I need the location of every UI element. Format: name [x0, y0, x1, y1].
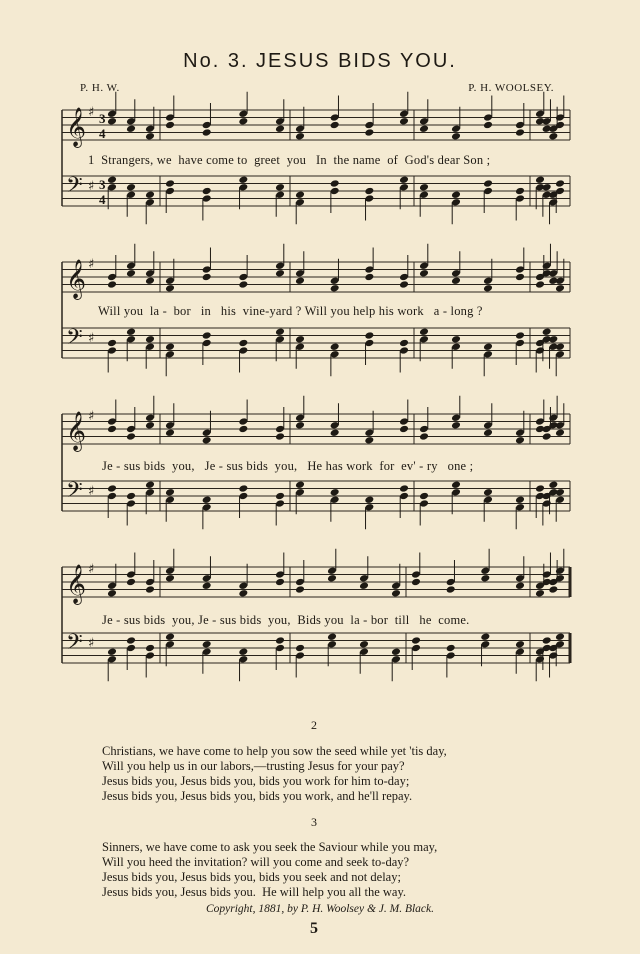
note-head	[165, 179, 175, 188]
note-head	[555, 179, 565, 188]
note-head	[145, 335, 155, 344]
note-head	[548, 132, 558, 141]
page-number: 5	[310, 920, 318, 937]
note-head	[126, 124, 136, 133]
note-head	[107, 280, 117, 289]
note-head	[483, 284, 493, 293]
note-head	[238, 175, 248, 184]
bass-clef: 𝄢	[66, 630, 83, 660]
sharp-sign: ♯	[88, 331, 95, 346]
note-head	[107, 117, 117, 126]
note-head	[202, 436, 212, 445]
time-signature: 4	[99, 126, 106, 141]
note-head	[107, 339, 117, 348]
note-head	[446, 585, 456, 594]
time-signature: 3	[99, 111, 106, 126]
note-head	[391, 589, 401, 598]
note-head	[399, 484, 409, 493]
sharp-sign: ♯	[88, 484, 95, 499]
note-head	[515, 331, 525, 340]
note-head	[238, 339, 248, 348]
lyric-line-4: Je - sus bids you, Je - sus bids you, Bids you la - bor till he come.	[102, 613, 470, 627]
note-head	[542, 432, 552, 441]
note-head	[126, 636, 136, 645]
note-head	[126, 269, 136, 278]
note-head	[399, 339, 409, 348]
note-head	[419, 327, 429, 336]
note-head	[126, 327, 136, 336]
note-head	[542, 636, 552, 645]
verse-line: Will you help us in our labors,—trusting Jesus for your pay?	[102, 759, 405, 773]
copyright-notice: Copyright, 1881, by P. H. Woolsey & J. M. Black.	[205, 903, 435, 915]
note-head	[419, 432, 429, 441]
note-head	[202, 128, 212, 137]
note-head	[411, 578, 421, 587]
note-head	[145, 585, 155, 594]
verse-line: Jesus bids you, Jesus bids you, bids you seek and not delay;	[102, 870, 401, 884]
note-head	[165, 574, 175, 583]
bass-clef: 𝄢	[66, 173, 83, 203]
note-head	[238, 280, 248, 289]
note-head	[202, 331, 212, 340]
note-head	[295, 132, 305, 141]
note-head	[145, 644, 155, 653]
note-head	[145, 132, 155, 141]
note-head	[451, 480, 461, 489]
note-head	[202, 640, 212, 649]
note-head	[327, 574, 337, 583]
note-head	[515, 273, 525, 282]
note-head	[399, 117, 409, 126]
note-head	[275, 492, 285, 501]
note-head	[451, 132, 461, 141]
note-head	[238, 117, 248, 126]
note-head	[555, 428, 565, 437]
note-head	[480, 574, 490, 583]
verse-line: Christians, we have come to help you sow the seed while yet 'tis day,	[102, 744, 447, 758]
note-head	[165, 428, 175, 437]
note-head	[419, 492, 429, 501]
sharp-sign: ♯	[88, 179, 95, 194]
note-head	[330, 428, 340, 437]
note-head	[451, 276, 461, 285]
lyric-line-2: Will you la - bor in his vine-yard ? Will you help his work a - long ?	[98, 304, 483, 318]
note-head	[419, 183, 429, 192]
note-head	[275, 327, 285, 336]
note-head	[145, 190, 155, 199]
note-head	[107, 175, 117, 184]
note-head	[535, 589, 545, 598]
note-head	[451, 335, 461, 344]
note-head	[399, 280, 409, 289]
sharp-sign: ♯	[88, 562, 95, 577]
treble-clef: 𝄞	[66, 564, 87, 604]
sharp-sign: ♯	[88, 636, 95, 651]
note-head	[295, 421, 305, 430]
note-head	[330, 121, 340, 130]
note-head	[295, 190, 305, 199]
note-head	[515, 187, 525, 196]
note-head	[330, 284, 340, 293]
note-head	[399, 425, 409, 434]
note-head	[446, 644, 456, 653]
time-signature: 3	[99, 177, 106, 192]
note-head	[107, 647, 117, 656]
bass-clef: 𝄢	[66, 325, 83, 355]
note-head	[238, 589, 248, 598]
note-head	[515, 581, 525, 590]
sharp-sign: ♯	[88, 105, 95, 120]
note-head	[238, 484, 248, 493]
note-head	[555, 342, 565, 351]
note-head	[330, 342, 340, 351]
note-head	[295, 585, 305, 594]
composer-credit: P. H. WOOLSEY.	[468, 82, 554, 94]
lyric-line-1: 1 Strangers, we have come to greet you In the name of God's dear Son ;	[88, 153, 491, 167]
note-head	[145, 480, 155, 489]
note-head	[275, 636, 285, 645]
sharp-sign: ♯	[88, 257, 95, 272]
bass-clef: 𝄢	[66, 478, 83, 508]
note-head	[451, 421, 461, 430]
note-head	[411, 636, 421, 645]
note-head	[330, 488, 340, 497]
note-head	[327, 632, 337, 641]
verse-line: Jesus bids you, Jesus bids you, bids you work for him to-day;	[102, 774, 410, 788]
note-head	[238, 647, 248, 656]
verse-line: Will you heed the invitation? will you come and seek to-day?	[102, 855, 410, 869]
note-head	[548, 335, 558, 344]
note-head	[555, 488, 565, 497]
verse-number: 2	[311, 718, 317, 732]
note-head	[555, 284, 565, 293]
treble-clef: 𝄞	[66, 259, 87, 299]
note-head	[548, 480, 558, 489]
note-head	[515, 495, 525, 504]
verse-line: Jesus bids you, Jesus bids you, bids you work, and he'll repay.	[102, 789, 413, 803]
note-head	[275, 183, 285, 192]
note-head	[145, 421, 155, 430]
note-head	[419, 124, 429, 133]
note-head	[483, 121, 493, 130]
time-signature: 4	[99, 192, 106, 207]
treble-clef: 𝄞	[66, 107, 87, 147]
note-head	[555, 632, 565, 641]
note-head	[275, 432, 285, 441]
note-head	[275, 124, 285, 133]
verse-line: Sinners, we have come to ask you seek the Saviour while you may,	[102, 840, 438, 854]
note-head	[364, 331, 374, 340]
note-head	[165, 342, 175, 351]
note-head	[126, 492, 136, 501]
note-head	[542, 183, 552, 192]
note-head	[107, 484, 117, 493]
note-head	[364, 187, 374, 196]
note-head	[483, 342, 493, 351]
note-head	[364, 273, 374, 282]
note-head	[107, 589, 117, 598]
note-head	[391, 647, 401, 656]
note-head	[451, 190, 461, 199]
verse-line: Jesus bids you, Jesus bids you. He will help you all the way.	[102, 885, 407, 899]
note-head	[515, 436, 525, 445]
note-head	[295, 335, 305, 344]
note-head	[483, 428, 493, 437]
treble-clef: 𝄞	[66, 411, 87, 451]
note-head	[364, 436, 374, 445]
note-head	[483, 488, 493, 497]
note-head	[548, 585, 558, 594]
note-head	[126, 432, 136, 441]
note-head	[399, 175, 409, 184]
note-head	[145, 276, 155, 285]
note-head	[202, 187, 212, 196]
note-head	[238, 425, 248, 434]
note-head	[275, 269, 285, 278]
note-head	[126, 578, 136, 587]
hymn-title: No. 3. JESUS BIDS YOU.	[183, 50, 457, 72]
note-head	[359, 581, 369, 590]
note-head	[535, 280, 545, 289]
note-head	[295, 276, 305, 285]
lyric-line-3: Je - sus bids you, Je - sus bids you, He has work for ev' - ry one ;	[102, 459, 474, 473]
note-head	[275, 578, 285, 587]
note-head	[165, 488, 175, 497]
note-head	[359, 640, 369, 649]
note-head	[165, 632, 175, 641]
note-head	[330, 179, 340, 188]
note-head	[364, 128, 374, 137]
note-head	[165, 121, 175, 130]
note-head	[515, 128, 525, 137]
note-head	[483, 179, 493, 188]
note-head	[107, 425, 117, 434]
note-head	[535, 484, 545, 493]
note-head	[126, 183, 136, 192]
note-head	[165, 284, 175, 293]
note-head	[202, 581, 212, 590]
note-head	[364, 495, 374, 504]
note-head	[202, 495, 212, 504]
note-head	[202, 273, 212, 282]
note-head	[542, 327, 552, 336]
note-head	[515, 640, 525, 649]
lyricist-credit: P. H. W.	[80, 82, 120, 94]
verse-number: 3	[311, 815, 317, 829]
note-head	[419, 269, 429, 278]
note-head	[535, 175, 545, 184]
note-head	[295, 480, 305, 489]
sharp-sign: ♯	[88, 409, 95, 424]
note-head	[295, 644, 305, 653]
note-head	[480, 632, 490, 641]
